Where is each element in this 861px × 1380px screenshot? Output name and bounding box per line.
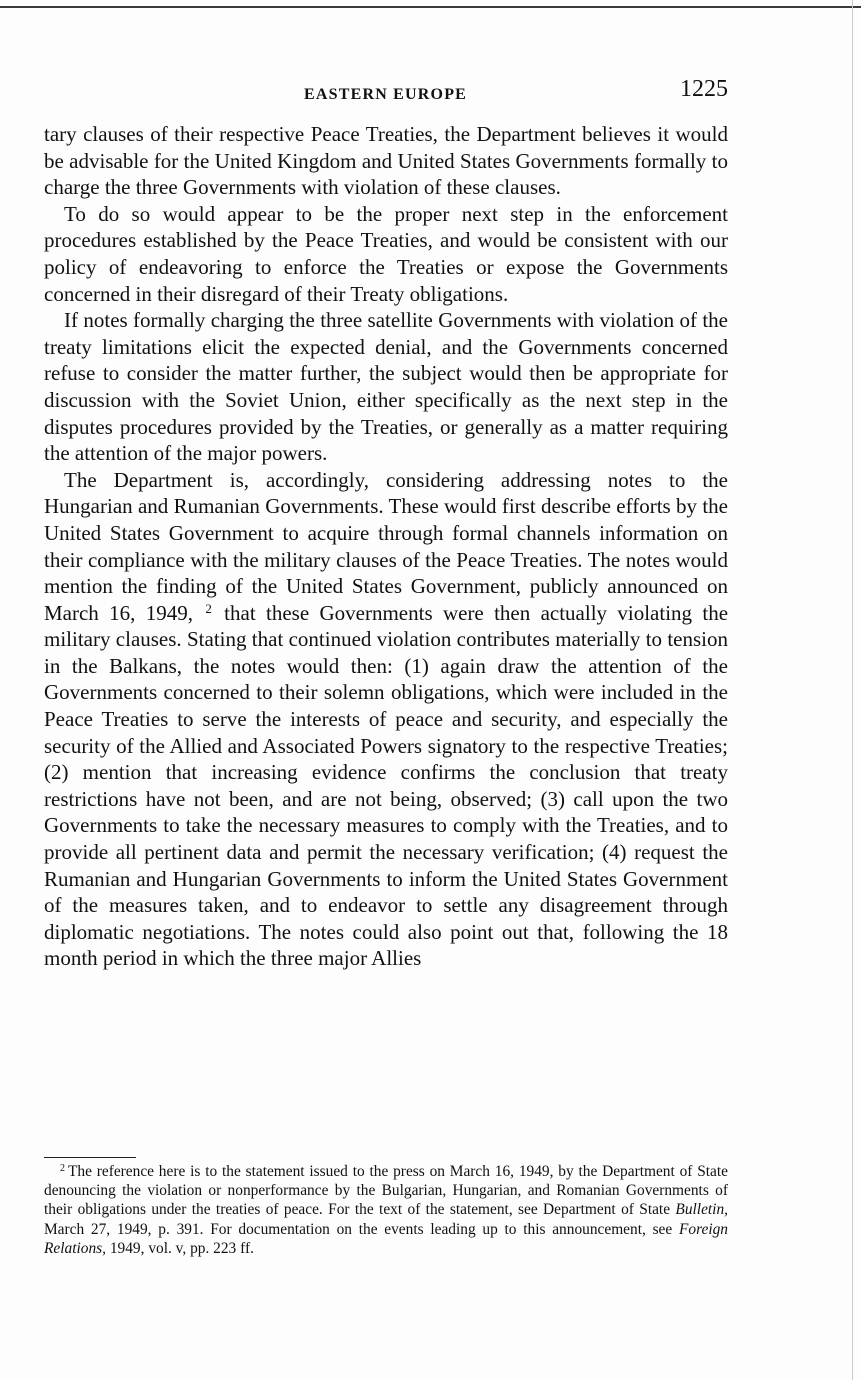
footnote xyxy=(44,1162,728,1258)
page-number: 1225 xyxy=(680,76,728,102)
paragraph-4 xyxy=(44,467,728,972)
top-edge-rule xyxy=(0,6,861,8)
paragraph-2: To do so would appear to be the proper next step in the enforcement procedures established by the Peace Treaties, and would be consistent with our policy of endeavoring to enforce the Treaties or expose the Governments concerned in their disregard of their Treaty obligations. xyxy=(44,201,728,306)
footnote-foreign-relations-title: Foreign Relations, xyxy=(44,1220,728,1257)
paragraph-4-part-2: that these Governments were then actually violating the military clauses. Stating that continued violation contributes materially to tension in the Balkans, the notes would then: (1) again draw the attention of the Governments concerned to their solemn obligations, which were included in the Peace Treaties to serve the interests of peace and security, and especially the security of the Allied and Associated Powers signatory to the respective Treaties; (2) mention that increasing evidence confirms the conclusion that treaty restrictions have not been, and are not being, observed; (3) call upon the two Governments to take the necessary measures to comply with the Treaties, and to provide all pertinent data and permit the necessary verification; (4) request the Rumanian and Hungarian Governments to inform the United States Government of the measures taken, and to endeavor to settle any disagreement through diplomatic negotiations. The notes could also point out that, following the 18 month period in which the three major Allies xyxy=(44,600,729,971)
page-right-edge xyxy=(852,0,853,1380)
footnote-text-c: 1949, vol. v, pp. 223 ff. xyxy=(109,1239,254,1257)
footnote-bulletin-title: Bulletin, xyxy=(675,1201,728,1219)
paragraph-4-part-1: The Department is, accordingly, considering addressing notes to the Hungarian and Rumanian Governments. These would first describe efforts by the United States Government to acquire through formal channels information on their compliance with the military clauses of the Peace Treaties. The notes would mention the finding of the United States Government, publicly announced on March 16, 1949, xyxy=(44,467,728,625)
footnote-text-a: The reference here is to the statement issued to the press on March 16, 1949, by the Department of State denouncing the violation or nonperformance by the Bulgarian, Hungarian, and Romanian Governments of their obligations under the treaties of peace. For the text of the statement, see Department of State xyxy=(44,1163,728,1219)
paragraph-3: If notes formally charging the three satellite Governments with violation of the treaty limitations elicit the expected denial, and the Governments concerned refuse to consider the matter further, the subject would then be appropriate for discussion with the Soviet Union, either specifically as the next step in the disputes procedures provided by the Treaties, or generally as a matter requiring the attention of the major powers. xyxy=(44,308,728,466)
footnote-text-b: March 27, 1949, p. 391. For documentation on the events leading up to this announcement, see xyxy=(44,1220,673,1238)
footnote-divider xyxy=(44,1157,136,1158)
footnote-reference: 2 xyxy=(205,600,212,616)
body-text xyxy=(44,121,728,972)
running-head: EASTERN EUROPE xyxy=(304,86,468,103)
paragraph-1: tary clauses of their respective Peace Treaties, the Department believes it would be advisable for the United Kingdom and United States Governments formally to charge the three Governments with violation of these clauses. xyxy=(44,122,728,200)
footnote-marker: 2 xyxy=(60,1163,65,1174)
